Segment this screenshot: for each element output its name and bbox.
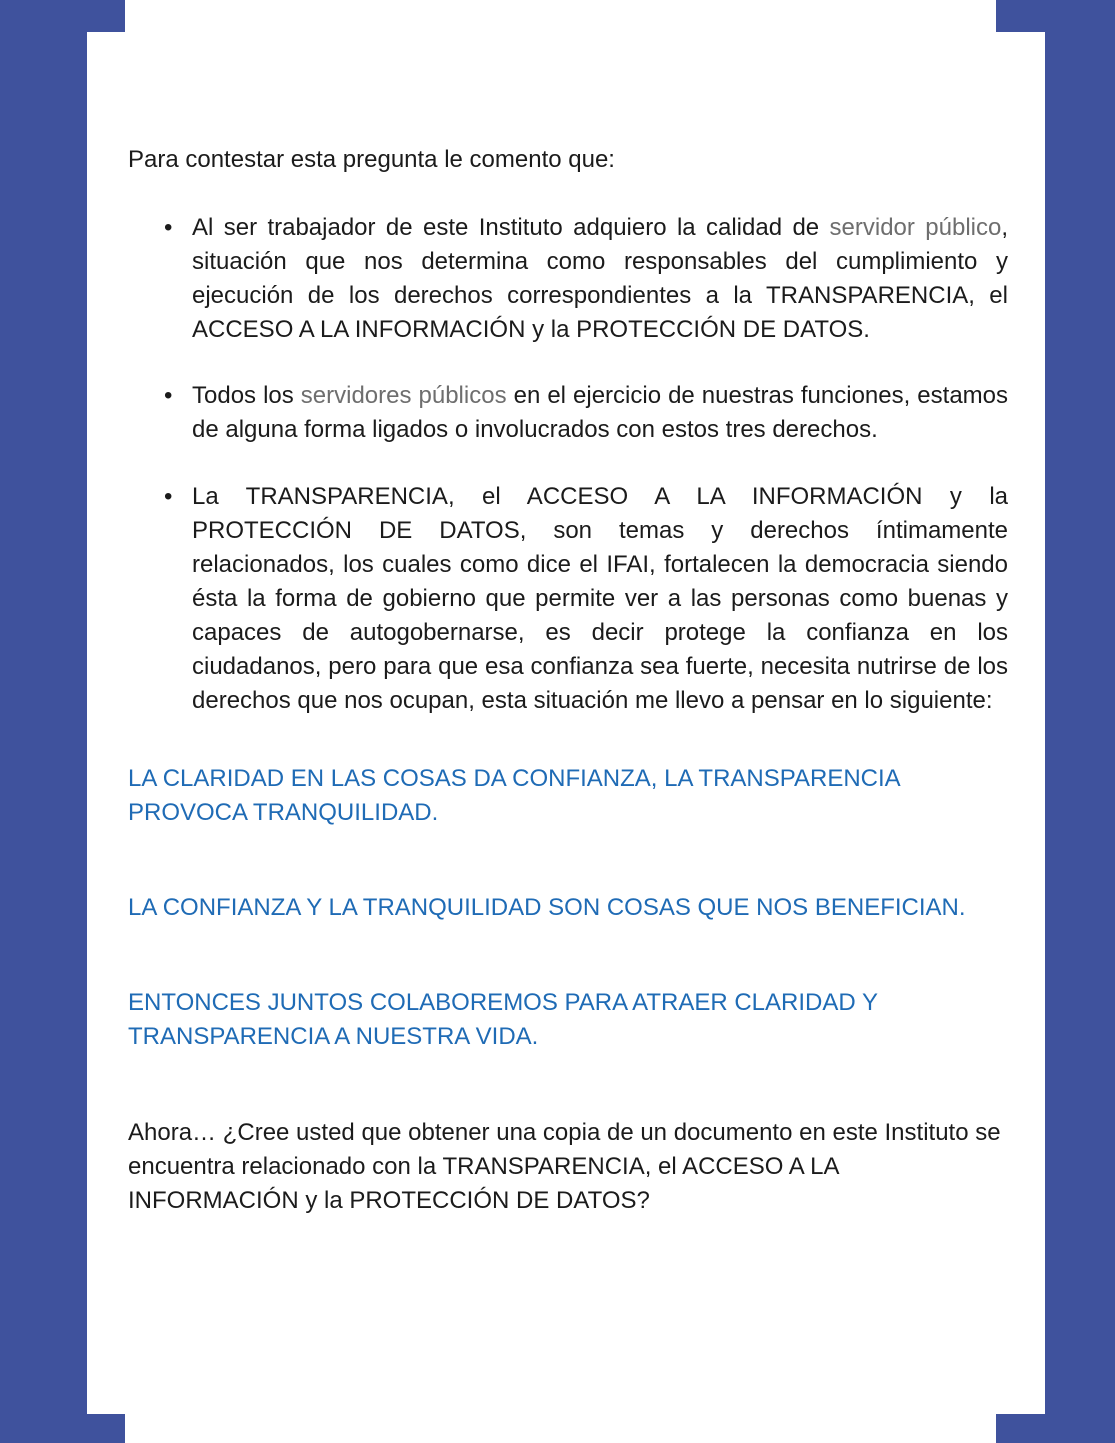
bullet-item (128, 211, 1008, 347)
right-border (1045, 0, 1115, 1443)
corner-tab-bottom-left (87, 1414, 125, 1443)
bullet-icon: • (164, 382, 173, 409)
left-border (0, 0, 87, 1443)
corner-tab-top-left (87, 0, 125, 32)
closing-question: Ahora… ¿Cree usted que obtener una copia de un documento en este Instituto se encuentra relacionado con la TRANSPARENCIA, el ACCESO A LA INFORMACIÓN y la PROTECCIÓN DE DATOS? (128, 1119, 1001, 1214)
bullet-text (192, 379, 1008, 447)
bullet-text (192, 480, 1008, 718)
intro-paragraph: Para contestar esta pregunta le comento que: (128, 146, 615, 173)
bullet-text-part: en el ejercicio de nuestras funciones, estamos de alguna forma ligados o involucrados con estos tres derechos. (192, 382, 1009, 443)
slogan-collaborate: ENTONCES JUNTOS COLABOREMOS PARA ATRAER CLARIDAD Y TRANSPARENCIA A NUESTRA VIDA. (128, 989, 878, 1050)
bullet-item (128, 480, 1008, 718)
slogan-clarity: LA CLARIDAD EN LAS COSAS DA CONFIANZA, LA TRANSPARENCIA PROVOCA TRANQUILIDAD. (128, 765, 900, 826)
bullet-text-part: , situación que nos determina como responsables del cumplimiento y ejecución de los derechos correspondientes a la TRANSPARENCIA, el ACCESO A LA INFORMACIÓN y la PROTECCIÓN DE DATOS. (192, 214, 1008, 343)
highlighted-term: servidor público (829, 214, 1002, 241)
document-page (87, 32, 1045, 1414)
bullet-text-part: Todos los (192, 382, 301, 409)
bullet-icon: • (164, 483, 173, 510)
bullet-text-part: La TRANSPARENCIA, el ACCESO A LA INFORMACIÓN y la PROTECCIÓN DE DATOS, son temas y derechos íntimamente relacionados, los cuales como dice el IFAI, fortalecen la democracia siendo ésta la forma de gobierno que permite ver a las personas como buenas y capaces de autogobernarse, es decir protege la confianza en los ciudadanos, pero para que esa confianza sea fuerte, necesita nutrirse de los derechos que nos ocupan, esta situación me llevo a pensar en lo siguiente: (192, 483, 1008, 714)
corner-tab-bottom-right (996, 1414, 1045, 1443)
bullet-icon: • (164, 214, 173, 241)
corner-tab-top-right (996, 0, 1045, 32)
highlighted-term: servidores públicos (300, 382, 507, 409)
bullet-text-part: Al ser trabajador de este Instituto adquiero la calidad de (192, 214, 830, 241)
bullet-text (192, 211, 1008, 347)
slogan-trust: LA CONFIANZA Y LA TRANQUILIDAD SON COSAS QUE NOS BENEFICIAN. (128, 894, 966, 921)
bullet-item (128, 379, 1008, 447)
